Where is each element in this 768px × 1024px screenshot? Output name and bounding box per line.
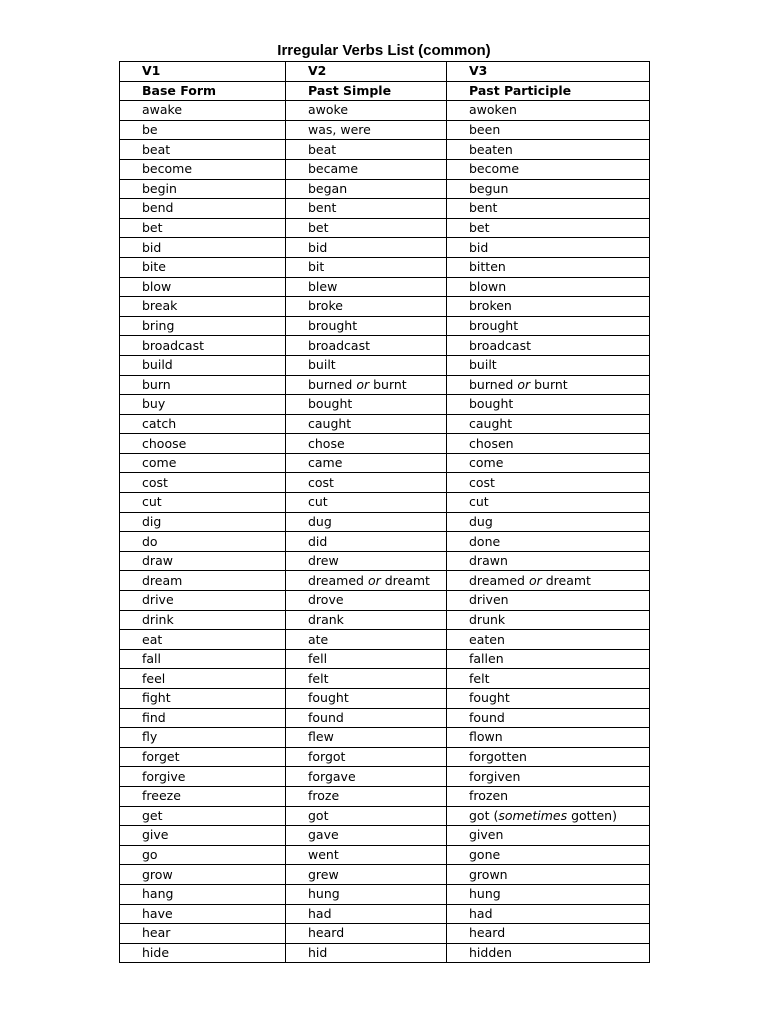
base-form-cell: grow xyxy=(120,865,286,885)
past-participle-cell: fallen xyxy=(447,649,650,669)
past-participle-cell: forgotten xyxy=(447,747,650,767)
past-simple-cell: had xyxy=(286,904,447,924)
past-simple-cell: forgot xyxy=(286,747,447,767)
table-row xyxy=(120,257,650,277)
past-participle-cell: found xyxy=(447,708,650,728)
past-simple-cell: drank xyxy=(286,610,447,630)
past-simple-cell: flew xyxy=(286,728,447,748)
base-form-cell: beat xyxy=(120,140,286,160)
past-participle-cell: broken xyxy=(447,297,650,317)
past-simple-cell: brought xyxy=(286,316,447,336)
verb-table-body xyxy=(120,62,650,963)
past-simple-cell: found xyxy=(286,708,447,728)
past-participle-cell: driven xyxy=(447,591,650,611)
past-participle-cell: gone xyxy=(447,845,650,865)
table-row xyxy=(120,199,650,219)
past-simple-cell: went xyxy=(286,845,447,865)
table-row xyxy=(120,865,650,885)
past-simple-cell: fell xyxy=(286,649,447,669)
base-form-cell: forget xyxy=(120,747,286,767)
base-form-cell: blow xyxy=(120,277,286,297)
past-participle-cell: fought xyxy=(447,689,650,709)
past-participle-cell: drawn xyxy=(447,551,650,571)
past-simple-cell: began xyxy=(286,179,447,199)
table-row xyxy=(120,120,650,140)
base-form-cell: fight xyxy=(120,689,286,709)
base-form-cell: draw xyxy=(120,551,286,571)
table-row xyxy=(120,904,650,924)
irregular-verbs-table xyxy=(119,61,650,963)
past-simple-cell: chose xyxy=(286,434,447,454)
table-row xyxy=(120,297,650,317)
past-participle-cell: chosen xyxy=(447,434,650,454)
past-participle-cell: come xyxy=(447,453,650,473)
base-form-cell: broadcast xyxy=(120,336,286,356)
past-participle-cell: been xyxy=(447,120,650,140)
base-form-cell: feel xyxy=(120,669,286,689)
table-row xyxy=(120,943,650,963)
base-form-cell: come xyxy=(120,453,286,473)
table-row xyxy=(120,884,650,904)
past-participle-cell: Past Participle xyxy=(447,81,650,101)
past-simple-cell: hung xyxy=(286,884,447,904)
table-row xyxy=(120,414,650,434)
past-participle-cell: caught xyxy=(447,414,650,434)
past-participle-cell: felt xyxy=(447,669,650,689)
past-simple-cell: bit xyxy=(286,257,447,277)
table-row xyxy=(120,630,650,650)
past-simple-cell: bid xyxy=(286,238,447,258)
past-simple-cell: forgave xyxy=(286,767,447,787)
base-form-cell: bet xyxy=(120,218,286,238)
table-row xyxy=(120,728,650,748)
past-simple-cell: came xyxy=(286,453,447,473)
past-simple-cell: grew xyxy=(286,865,447,885)
base-form-cell: become xyxy=(120,159,286,179)
table-row xyxy=(120,610,650,630)
past-simple-cell: cost xyxy=(286,473,447,493)
table-row xyxy=(120,786,650,806)
past-simple-cell: drew xyxy=(286,551,447,571)
past-participle-cell: become xyxy=(447,159,650,179)
past-simple-cell: blew xyxy=(286,277,447,297)
past-participle-cell: eaten xyxy=(447,630,650,650)
past-participle-cell: begun xyxy=(447,179,650,199)
table-row xyxy=(120,218,650,238)
base-form-cell: go xyxy=(120,845,286,865)
past-participle-cell: had xyxy=(447,904,650,924)
past-participle-cell: bitten xyxy=(447,257,650,277)
past-simple-cell: got xyxy=(286,806,447,826)
past-simple-cell: broke xyxy=(286,297,447,317)
table-row xyxy=(120,179,650,199)
table-row xyxy=(120,434,650,454)
table-row xyxy=(120,747,650,767)
table-row xyxy=(120,316,650,336)
table-row xyxy=(120,689,650,709)
table-row xyxy=(120,473,650,493)
past-simple-cell: gave xyxy=(286,826,447,846)
past-simple-cell: did xyxy=(286,532,447,552)
base-form-cell: bring xyxy=(120,316,286,336)
past-participle-cell: bid xyxy=(447,238,650,258)
base-form-cell: Base Form xyxy=(120,81,286,101)
past-participle-cell: forgiven xyxy=(447,767,650,787)
past-simple-cell: beat xyxy=(286,140,447,160)
past-simple-cell: built xyxy=(286,355,447,375)
base-form-cell: forgive xyxy=(120,767,286,787)
past-participle-cell: bent xyxy=(447,199,650,219)
past-participle-cell: drunk xyxy=(447,610,650,630)
past-participle-cell: given xyxy=(447,826,650,846)
base-form-cell: catch xyxy=(120,414,286,434)
past-simple-cell: V2 xyxy=(286,62,447,82)
table-row xyxy=(120,551,650,571)
past-participle-cell: burned or burnt xyxy=(447,375,650,395)
past-simple-cell: bent xyxy=(286,199,447,219)
table-row xyxy=(120,375,650,395)
past-simple-cell: felt xyxy=(286,669,447,689)
past-simple-cell: bet xyxy=(286,218,447,238)
past-participle-cell: beaten xyxy=(447,140,650,160)
base-form-cell: choose xyxy=(120,434,286,454)
table-row xyxy=(120,669,650,689)
base-form-cell: fall xyxy=(120,649,286,669)
base-form-cell: cut xyxy=(120,493,286,513)
table-row xyxy=(120,767,650,787)
base-form-cell: dream xyxy=(120,571,286,591)
past-participle-cell: V3 xyxy=(447,62,650,82)
past-participle-cell: cost xyxy=(447,473,650,493)
base-form-cell: bid xyxy=(120,238,286,258)
table-row xyxy=(120,493,650,513)
past-simple-cell: became xyxy=(286,159,447,179)
past-participle-cell: heard xyxy=(447,924,650,944)
past-participle-cell: got (sometimes gotten) xyxy=(447,806,650,826)
past-participle-cell: grown xyxy=(447,865,650,885)
table-row xyxy=(120,845,650,865)
base-form-cell: buy xyxy=(120,395,286,415)
base-form-cell: do xyxy=(120,532,286,552)
past-simple-cell: heard xyxy=(286,924,447,944)
table-row xyxy=(120,591,650,611)
table-row xyxy=(120,571,650,591)
past-participle-cell: hidden xyxy=(447,943,650,963)
base-form-cell: drive xyxy=(120,591,286,611)
page-title: Irregular Verbs List (common) xyxy=(277,42,491,59)
base-form-cell: bite xyxy=(120,257,286,277)
table-row xyxy=(120,924,650,944)
past-simple-cell: bought xyxy=(286,395,447,415)
table-row xyxy=(120,336,650,356)
past-participle-cell: blown xyxy=(447,277,650,297)
base-form-cell: hang xyxy=(120,884,286,904)
past-simple-cell: Past Simple xyxy=(286,81,447,101)
base-form-cell: awake xyxy=(120,101,286,121)
base-form-cell: freeze xyxy=(120,786,286,806)
table-row xyxy=(120,355,650,375)
header-row xyxy=(120,62,650,82)
table-row xyxy=(120,512,650,532)
table-row xyxy=(120,277,650,297)
past-participle-cell: dreamed or dreamt xyxy=(447,571,650,591)
past-participle-cell: broadcast xyxy=(447,336,650,356)
table-row xyxy=(120,159,650,179)
base-form-cell: V1 xyxy=(120,62,286,82)
table-row xyxy=(120,101,650,121)
table-row xyxy=(120,140,650,160)
base-form-cell: fly xyxy=(120,728,286,748)
past-simple-cell: awoke xyxy=(286,101,447,121)
base-form-cell: have xyxy=(120,904,286,924)
past-participle-cell: built xyxy=(447,355,650,375)
past-participle-cell: cut xyxy=(447,493,650,513)
past-participle-cell: bet xyxy=(447,218,650,238)
base-form-cell: find xyxy=(120,708,286,728)
base-form-cell: eat xyxy=(120,630,286,650)
past-participle-cell: dug xyxy=(447,512,650,532)
past-participle-cell: flown xyxy=(447,728,650,748)
base-form-cell: hide xyxy=(120,943,286,963)
past-participle-cell: hung xyxy=(447,884,650,904)
base-form-cell: be xyxy=(120,120,286,140)
base-form-cell: give xyxy=(120,826,286,846)
past-simple-cell: was, were xyxy=(286,120,447,140)
table-row xyxy=(120,806,650,826)
past-simple-cell: dug xyxy=(286,512,447,532)
table-row xyxy=(120,395,650,415)
base-form-cell: dig xyxy=(120,512,286,532)
base-form-cell: hear xyxy=(120,924,286,944)
table-row xyxy=(120,649,650,669)
past-simple-cell: fought xyxy=(286,689,447,709)
base-form-cell: begin xyxy=(120,179,286,199)
base-form-cell: build xyxy=(120,355,286,375)
past-simple-cell: dreamed or dreamt xyxy=(286,571,447,591)
past-simple-cell: broadcast xyxy=(286,336,447,356)
past-simple-cell: drove xyxy=(286,591,447,611)
table-row xyxy=(120,453,650,473)
base-form-cell: cost xyxy=(120,473,286,493)
table-row xyxy=(120,826,650,846)
header-row xyxy=(120,81,650,101)
base-form-cell: bend xyxy=(120,199,286,219)
past-simple-cell: ate xyxy=(286,630,447,650)
past-simple-cell: froze xyxy=(286,786,447,806)
base-form-cell: drink xyxy=(120,610,286,630)
past-simple-cell: hid xyxy=(286,943,447,963)
table-row xyxy=(120,532,650,552)
past-simple-cell: caught xyxy=(286,414,447,434)
base-form-cell: get xyxy=(120,806,286,826)
table-row xyxy=(120,238,650,258)
base-form-cell: burn xyxy=(120,375,286,395)
past-participle-cell: done xyxy=(447,532,650,552)
past-participle-cell: bought xyxy=(447,395,650,415)
base-form-cell: break xyxy=(120,297,286,317)
past-simple-cell: cut xyxy=(286,493,447,513)
past-participle-cell: awoken xyxy=(447,101,650,121)
past-simple-cell: burned or burnt xyxy=(286,375,447,395)
past-participle-cell: frozen xyxy=(447,786,650,806)
table-row xyxy=(120,708,650,728)
past-participle-cell: brought xyxy=(447,316,650,336)
